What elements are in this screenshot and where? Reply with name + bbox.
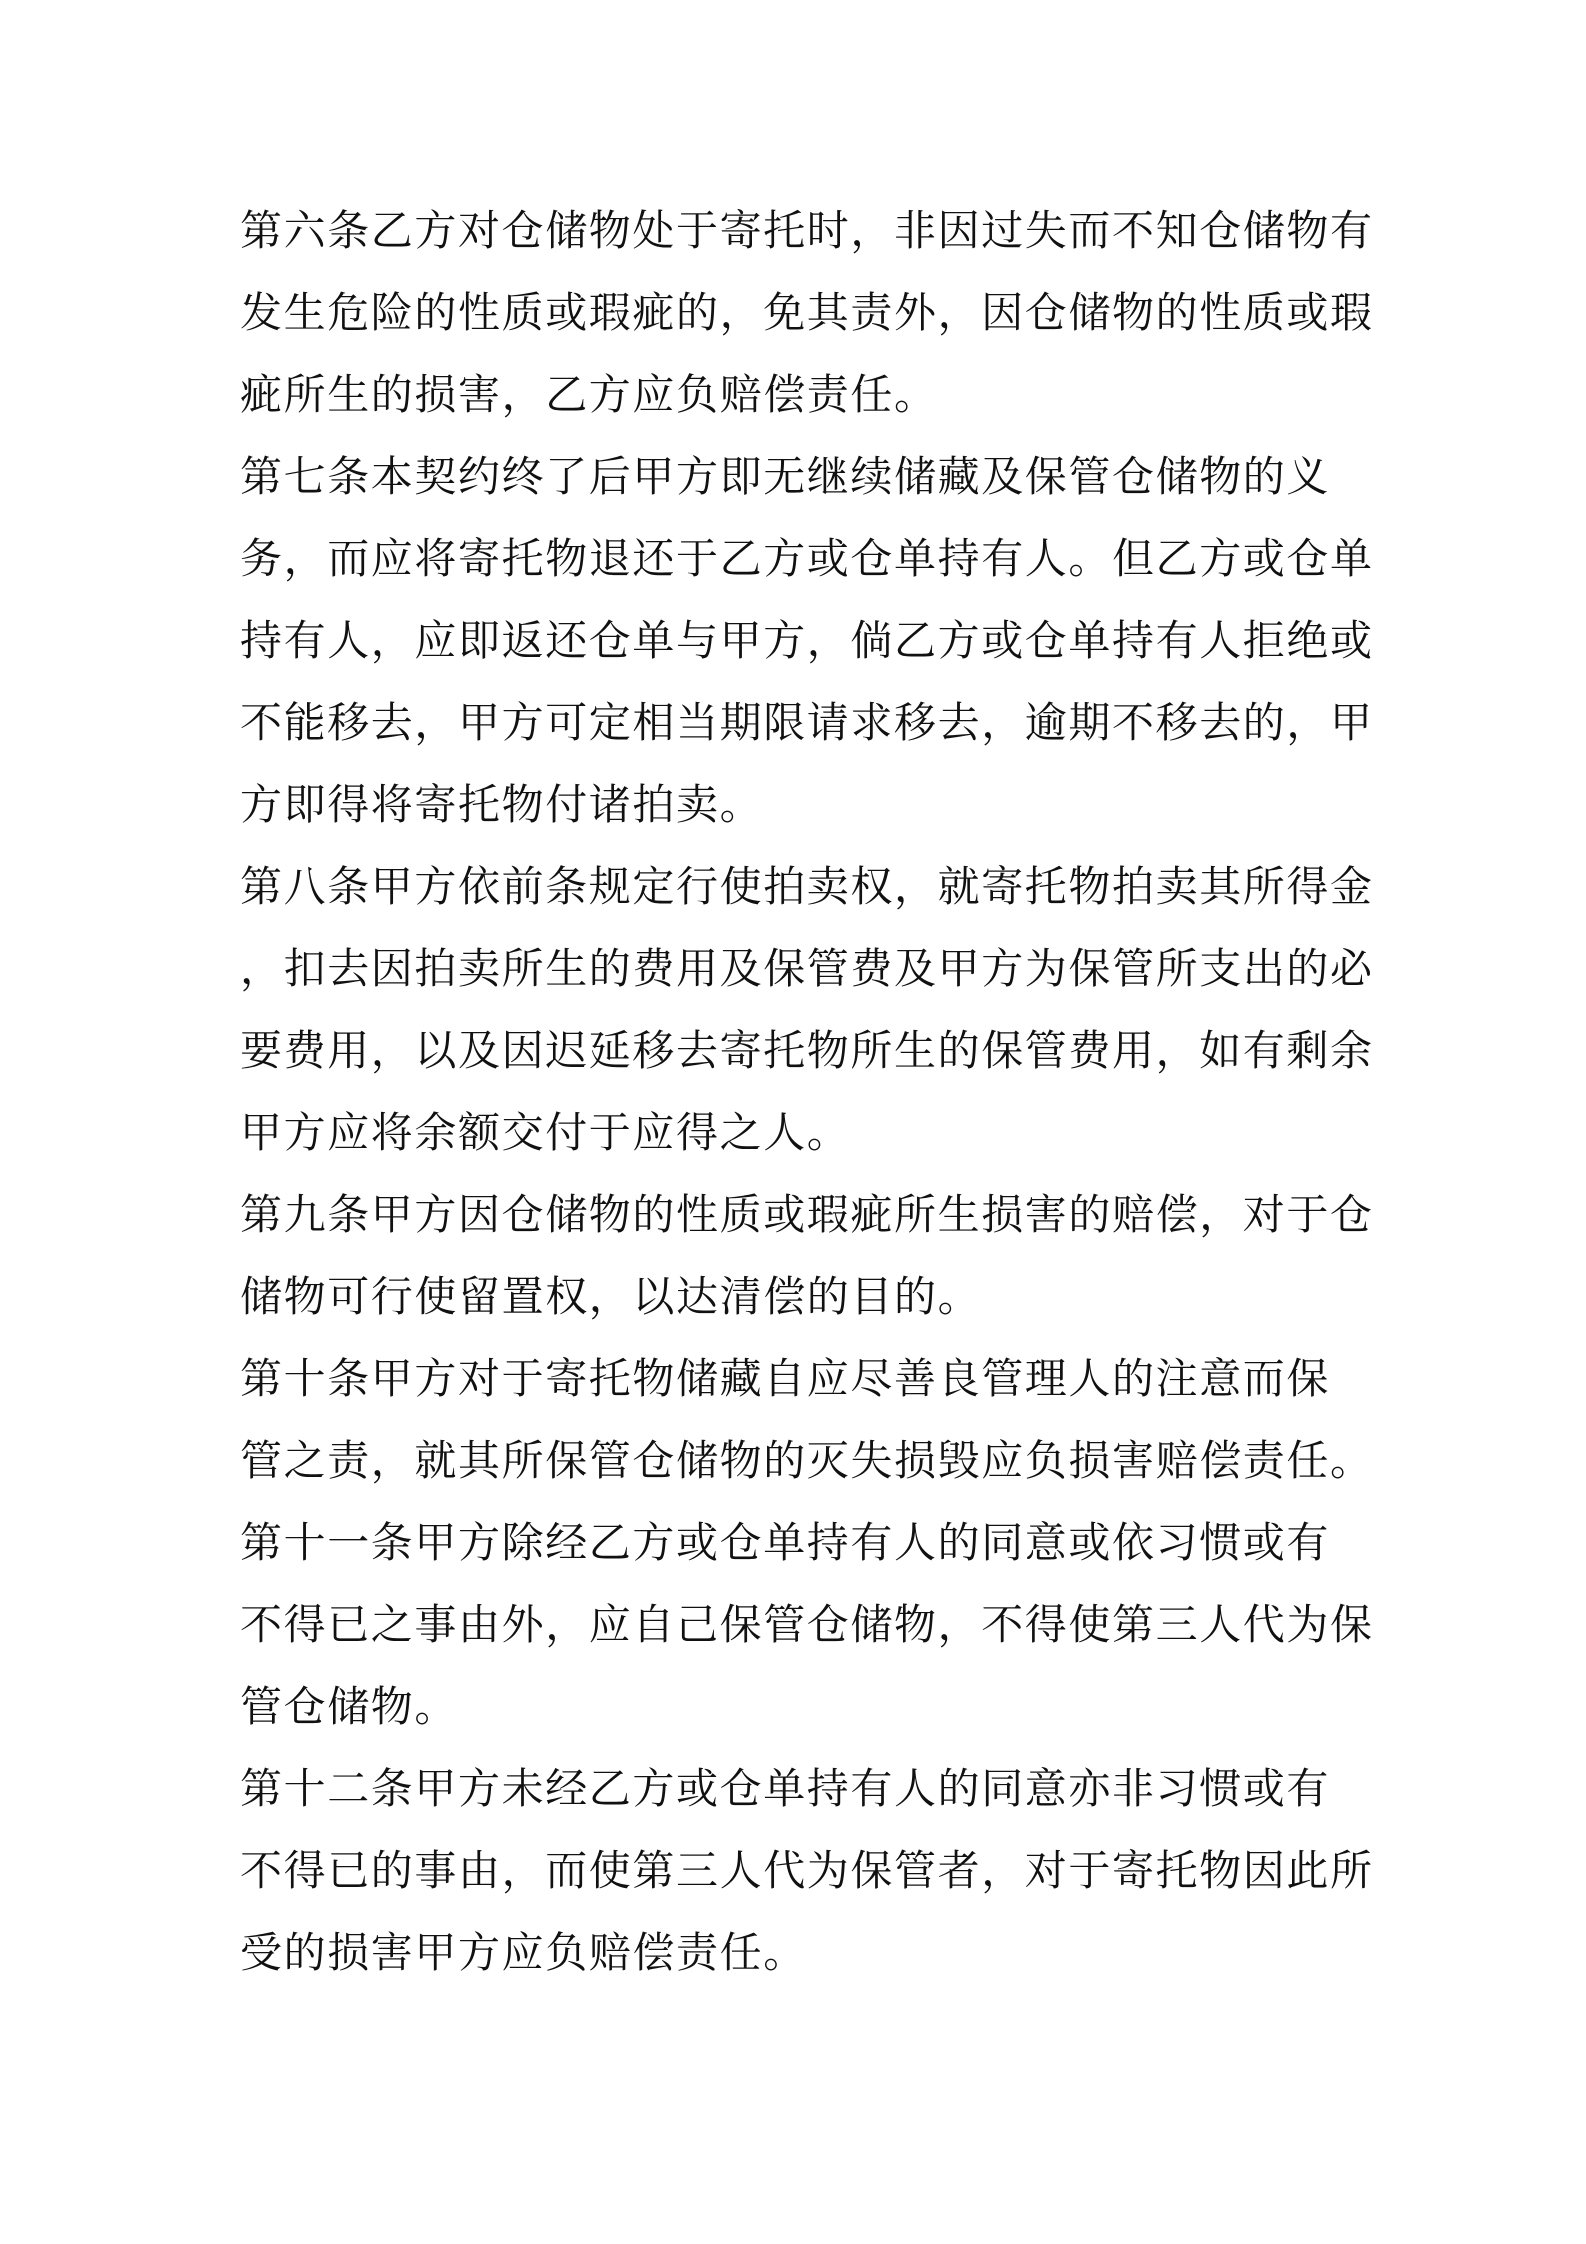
article-6-paragraph (240, 190, 1374, 436)
text-line: 第十一条甲方除经乙方或仓单持有人的同意或依习惯或有 (240, 1518, 1331, 1567)
text-line: 第六条乙方对仓储物处于寄托时，非因过失而不知仓储物有 (240, 206, 1374, 255)
text-line: 方即得将寄托物付诸拍卖。 (240, 780, 764, 829)
text-line: 持有人，应即返还仓单与甲方，倘乙方或仓单持有人拒绝或 (240, 616, 1374, 665)
text-line: 管仓储物。 (240, 1682, 459, 1731)
text-line: 务，而应将寄托物退还于乙方或仓单持有人。但乙方或仓单 (240, 534, 1374, 583)
article-7-paragraph (240, 436, 1374, 846)
text-line: 不得已之事由外，应自己保管仓储物，不得使第三人代为保 (240, 1600, 1374, 1649)
text-line: 储物可行使留置权，以达清偿的目的。 (240, 1272, 982, 1321)
text-line: 受的损害甲方应负赔偿责任。 (240, 1928, 807, 1977)
document-body (240, 190, 1374, 1994)
text-line: 第八条甲方依前条规定行使拍卖权，就寄托物拍卖其所得金 (240, 862, 1374, 911)
text-line: 甲方应将余额交付于应得之人。 (240, 1108, 851, 1157)
text-line: 第七条本契约终了后甲方即无继续储藏及保管仓储物的义 (240, 452, 1331, 501)
text-line: 要费用，以及因迟延移去寄托物所生的保管费用，如有剩余 (240, 1026, 1374, 1075)
article-12-paragraph (240, 1748, 1374, 1994)
text-line: 不能移去，甲方可定相当期限请求移去，逾期不移去的，甲 (240, 698, 1374, 747)
text-line: 发生危险的性质或瑕疵的，免其责外，因仓储物的性质或瑕 (240, 288, 1374, 337)
article-11-paragraph (240, 1502, 1374, 1748)
text-line: 疵所生的损害，乙方应负赔偿责任。 (240, 370, 938, 419)
article-9-paragraph (240, 1174, 1374, 1338)
text-line: 第十条甲方对于寄托物储藏自应尽善良管理人的注意而保 (240, 1354, 1331, 1403)
text-line: 不得已的事由，而使第三人代为保管者，对于寄托物因此所 (240, 1846, 1374, 1895)
article-8-paragraph (240, 846, 1374, 1174)
text-line: ，扣去因拍卖所生的费用及保管费及甲方为保管所支出的必 (240, 944, 1374, 993)
text-line: 第十二条甲方未经乙方或仓单持有人的同意亦非习惯或有 (240, 1764, 1331, 1813)
text-line: 管之责，就其所保管仓储物的灭失损毁应负损害赔偿责任。 (240, 1436, 1374, 1485)
text-line: 第九条甲方因仓储物的性质或瑕疵所生损害的赔偿，对于仓 (240, 1190, 1374, 1239)
article-10-paragraph (240, 1338, 1374, 1502)
